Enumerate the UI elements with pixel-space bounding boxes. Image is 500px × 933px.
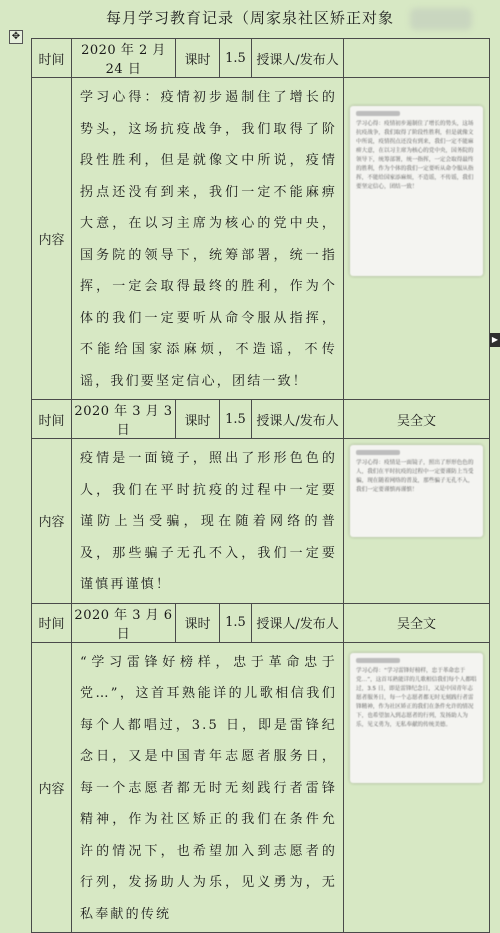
record-content-row	[32, 78, 490, 400]
record-content: 学习心得：疫情初步遏制住了增长的势头，这场抗疫战争，我们取得了阶段性胜利，但是就像文中所说，疫情拐点还没有到来，我们一定不能麻痹大意，在以习主席为核心的党中央，国务院的领导下，统筹部署，统一指挥，一定会取得最终的胜利，作为个体的我们一定要听从命令服从指挥，不能给国家添麻烦，不造谣，不传谣，我们要坚定信心，团结一致！	[72, 78, 344, 400]
screenshot-text: 学习心得：“学习雷锋好榜样，忠于革命忠于党…”，这首耳熟能详的儿歌相信我们每个人都唱过，3.5 日，即是雷锋纪念日，又是中国青年志愿者服务日，每一个志愿者都无时无刻践行者雷锋精神，作为社区矫正的我们在条件允许的情况下，也希望加入到志愿者的行列，发扬助人为乐，见义勇为，无私奉献的传统美德。	[356, 667, 477, 728]
content-label: 内容	[32, 78, 72, 400]
time-label: 时间	[32, 39, 72, 78]
period-value: 1.5	[220, 400, 252, 439]
record-content: 疫情是一面镜子，照出了形形色色的人，我们在平时抗疫的过程中一定要谨防上当受骗，现在随着网络的普及，那些骗子无孔不入，我们一定要谨慎再谨慎！	[72, 439, 344, 604]
content-label: 内容	[32, 439, 72, 604]
record-content-row	[32, 439, 490, 604]
period-value: 1.5	[220, 603, 252, 642]
teacher-label: 授课人/发布人	[252, 400, 344, 439]
record-date: 2020 年 3 月 6 日	[72, 603, 176, 642]
screenshot-cell	[344, 439, 490, 604]
record-table	[31, 38, 490, 933]
teacher-label: 授课人/发布人	[252, 39, 344, 78]
content-label: 内容	[32, 642, 72, 933]
move-handle-icon[interactable]: ✥	[9, 30, 23, 44]
record-header-row	[32, 603, 490, 642]
side-arrow-icon[interactable]: ▶	[490, 333, 500, 347]
chat-screenshot-image	[350, 106, 483, 276]
record-header-row	[32, 39, 490, 78]
screenshot-cell	[344, 78, 490, 400]
period-label: 课时	[176, 603, 220, 642]
record-content-row	[32, 642, 490, 933]
redacted-name	[410, 8, 472, 30]
chat-screenshot-image	[350, 653, 483, 783]
period-label: 课时	[176, 39, 220, 78]
period-label: 课时	[176, 400, 220, 439]
period-value: 1.5	[220, 39, 252, 78]
teacher-name	[344, 39, 490, 78]
teacher-name: 吴全文	[344, 603, 490, 642]
record-date: 2020 年 3 月 3 日	[72, 400, 176, 439]
screenshot-cell	[344, 642, 490, 933]
page-title: 每月学习教育记录（周家泉社区矫正对象	[105, 9, 394, 27]
record-date: 2020 年 2 月 24 日	[72, 39, 176, 78]
teacher-label: 授课人/发布人	[252, 603, 344, 642]
teacher-name: 吴全文	[344, 400, 490, 439]
record-content: “学习雷锋好榜样，忠于革命忠于党…”，这首耳熟能详的儿歌相信我们每个人都唱过，3.5 日，即是雷锋纪念日，又是中国青年志愿者服务日，每一个志愿者都无时无刻践行者雷锋精神，作为社区矫正的我们在条件允许的情况下，也希望加入到志愿者的行列，发扬助人为乐，见义勇为，无私奉献的传统	[72, 642, 344, 933]
screenshot-text: 学习心得：疫情初步遏制住了增长的势头，这场抗疫战争，我们取得了阶段性胜利，但是就像文中所说，疫情拐点还没有到来，我们一定不能麻痹大意，在以习主席为核心的党中央，国务院的领导下，统筹部署，统一指挥，一定会取得最终的胜利，作为个体的我们一定要听从命令服从指挥，不能给国家添麻烦，不造谣，不传谣，我们要坚定信心，团结一致！	[356, 121, 474, 190]
time-label: 时间	[32, 400, 72, 439]
record-header-row	[32, 400, 490, 439]
time-label: 时间	[32, 603, 72, 642]
chat-screenshot-image	[350, 445, 483, 537]
screenshot-text: 学习心得：疫情是一面镜子，照出了形形色色的人，我们在平时抗疫的过程中一定要谨防上当受骗，现在随着网络的普及，那些骗子无孔不入，我们一定要谨慎再谨慎！	[356, 460, 474, 493]
